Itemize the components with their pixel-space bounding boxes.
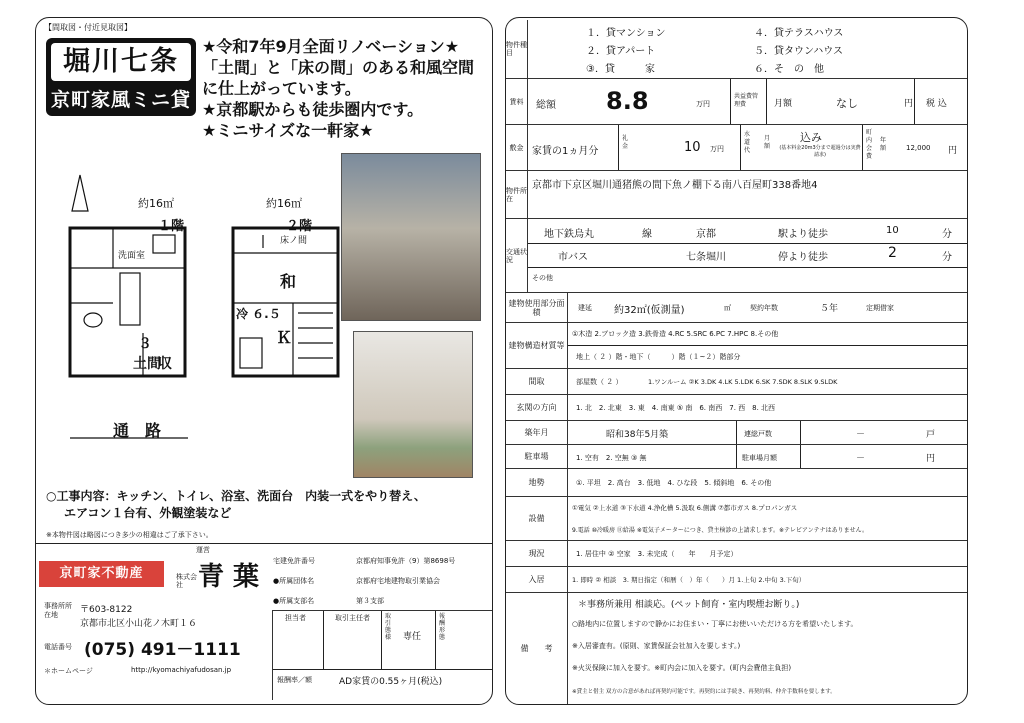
built-label: 築年月 [506, 421, 568, 444]
structure-label: 建物構造材質等 [506, 323, 568, 368]
key-money-value: 10 [684, 140, 701, 155]
license-value: 京都府知事免許（9）第8698号 [356, 557, 456, 565]
washroom-label: 洗面室 [118, 251, 146, 261]
status-label: 現況 [506, 541, 568, 566]
parking-label: 駐車場 [506, 445, 568, 468]
note-3: ※入居審査有。(原則、家賃保証会社加入を要します。) [572, 642, 741, 650]
branch-value: 第３支部 [356, 597, 384, 605]
town-fee-label: 町内会費 [866, 129, 873, 160]
move-in-options: 1. 即時 ② 相談 3. 期日指定（和暦（ ）年（ ）月 1.上旬 2.中旬 3.下旬） [572, 576, 806, 584]
plan-note: ※本物件図は略図につき多少の相違はご了承下さい。 [46, 531, 213, 539]
row-built [506, 420, 967, 444]
floor2-label: ２階 [286, 219, 313, 234]
row-structure [506, 322, 967, 368]
property-address: 京都市下京区堀川通猪熊の間下魚ノ棚下る南八百屋町338番地4 [532, 180, 818, 191]
row-layout [506, 368, 967, 394]
type-1: １．貸マンション [586, 28, 666, 39]
rooms-count: 部屋数（ ２ ） [576, 378, 623, 386]
type-5: ５．貸タウンハウス [754, 46, 843, 57]
homepage-label: ＊ホームページ [44, 667, 93, 675]
headline-3: に仕上がっています。 [202, 79, 361, 98]
license-label: 宅建免許番号 [273, 557, 315, 565]
floor-plan [58, 173, 348, 453]
company-address: 京都市北区小山花ノ木町１６ [80, 619, 198, 629]
type-2: ２．貸アパート [586, 46, 656, 57]
contract-years: ５年 [820, 304, 839, 314]
minutes1-unit: 分 [942, 229, 952, 240]
row-terrain [506, 468, 967, 496]
zip-code: 〒603-8122 [80, 605, 133, 615]
units-unit: 戸 [926, 430, 936, 440]
fee-rate-label: 報酬率／額 [277, 676, 312, 684]
line1-name: 地下鉄烏丸 [544, 229, 594, 240]
flyer-left-panel [35, 17, 493, 705]
row-deposit [506, 124, 967, 170]
water-label: 水道代 [744, 131, 751, 154]
north-arrow-icon [72, 175, 88, 211]
row-rent [506, 78, 967, 124]
town-fee-value: 12,000 [906, 144, 931, 152]
location-label: 物件所在 [506, 171, 528, 218]
headline-2: 「土間」と「床の間」のある和風空間 [202, 58, 475, 77]
status-options: 1. 居住中 ② 空家 3. 未完成（ 年 月予定） [576, 550, 738, 558]
water-monthly: 月額 [764, 135, 771, 150]
rent-unit: 万円 [696, 100, 710, 108]
layout-label: 間取 [506, 369, 568, 394]
company-name: 青 葉 [198, 562, 260, 592]
rent-label: 賃料 [506, 79, 528, 124]
row-address [506, 170, 967, 218]
row-notes [506, 592, 967, 704]
parking-fee-label: 駐車場月額 [742, 454, 777, 462]
association-value: 京都府宅地建物取引業協会 [356, 577, 440, 585]
deal-value: 専任 [403, 632, 422, 642]
brand-bar: 京町家不動産 [39, 561, 164, 587]
exterior-photo [341, 153, 481, 321]
tokonoma-label: 床ノ間 [280, 236, 308, 246]
equipment-line-2: 9.電話 ⑩冷暖房 ⑪給湯 ※電気子メーターにつき、貸主検診の上請求します。※テレビアンテナはありません。 [572, 527, 869, 534]
headline-1: ★令和7年9月全面リノベーション★ [202, 37, 460, 56]
structure-options: ①木造 2.ブロック造 3.鉄骨造 4.RC 5.SRC 6.PC 7.HPC 8.その他 [572, 330, 779, 338]
rent-value: 8.8 [606, 87, 649, 115]
equipment-line-1: ①電気 ②上水道 ③下水道 4.浄化槽 5.汲取 6.側溝 ⑦都市ガス 8.プロパンガス [572, 504, 798, 512]
type-3: ③．貸 家 [586, 64, 655, 75]
move-in-label: 入居 [506, 567, 568, 592]
notes-label: 備 考 [506, 593, 568, 704]
interior-photo [353, 331, 473, 478]
row-type [506, 20, 967, 78]
fee-label: 報酬形態 [439, 613, 446, 641]
storage-label: 収 [158, 356, 172, 372]
street-label: 通 路 [113, 421, 162, 440]
contract-label: 契約年数 [750, 304, 778, 312]
washitsu-label: 和 [280, 272, 297, 291]
deposit-value: 家賃の1ヵ月分 [532, 146, 599, 157]
line1-suffix: 線 [642, 229, 652, 240]
property-title: 堀川七条 [51, 43, 191, 81]
floors: 地上（ ２ ）階・地下（ ）階（１~２）階部分 [576, 353, 741, 361]
tax-label: 税 込 [926, 99, 947, 109]
deal-label: 取引態様 [385, 613, 392, 641]
floor2-area: 約16㎡ [266, 197, 302, 210]
area-value: 約32㎡(仮測量) [614, 305, 685, 316]
type-6: ６．そ の 他 [754, 64, 824, 75]
note-2: ○路地内に位置しますので静かにお住まい・丁寧にお使いいただける方を希望いたします。 [572, 620, 858, 628]
row-area [506, 292, 967, 322]
agent-table [272, 610, 492, 700]
operator-label: 運営 [196, 546, 210, 554]
homepage-url[interactable]: http://kyomachiyafudosan.jp [131, 666, 232, 674]
parking-fee-yen: 円 [926, 454, 936, 464]
agent-label: 取引主任者 [335, 614, 370, 622]
doma-number: ３ [138, 336, 152, 352]
floor1-area: 約16㎡ [138, 197, 174, 210]
note-4: ※火災保険に加入を要す。※町内会に加入を要す。(町内会費借主負担) [572, 664, 792, 672]
note-1: ＊事務所兼用 相談応。(ペット飼育・室内喫煙お断り。) [578, 600, 800, 610]
type-label: 物件種目 [506, 20, 528, 78]
type-4: ４．貸テラスハウス [754, 28, 844, 39]
direction-label: 玄関の方向 [506, 395, 568, 420]
units-value: － [856, 430, 866, 440]
kitchen-size: 冷 ６.５ [236, 307, 281, 321]
town-fee-yen: 円 [948, 146, 958, 156]
fee-rate-value: AD家賃の0.55ヶ月(税込) [339, 677, 443, 687]
property-subtitle: 京町家風ミニ貸家 [50, 89, 191, 138]
total-label: 総額 [536, 100, 556, 111]
mgmt-label: 共益費管理費 [734, 93, 759, 108]
water-note: (基本料金20m3分まで超過分は実費請求) [779, 145, 861, 158]
walk2: 停より徒歩 [778, 252, 828, 263]
station1: 京都 [696, 229, 716, 240]
units-label: 連総戸数 [744, 430, 772, 438]
map-badge: 【間取図・付近見取図】 [44, 23, 132, 32]
traffic-label: 交通状況 [506, 219, 528, 292]
contract-type: 定期借家 [866, 304, 894, 312]
row-direction [506, 394, 967, 420]
parking-fee-value: － [856, 454, 866, 464]
mgmt-value: なし [836, 97, 858, 110]
traffic-other: その他 [532, 274, 553, 282]
minutes2-unit: 分 [942, 252, 952, 263]
works-line-2: エアコン１台有、外観塗装など [64, 506, 232, 520]
spec-table-panel [505, 17, 968, 705]
area-label: 建物使用部分面積 [506, 293, 568, 322]
terrain-label: 地勢 [506, 469, 568, 496]
row-parking [506, 444, 967, 468]
kitchen-label: Ｋ [276, 328, 293, 347]
minutes2: 2 [888, 245, 897, 261]
tel-label: 電話番号 [44, 643, 72, 651]
deposit-label: 敷金 [506, 125, 528, 170]
row-move-in [506, 566, 967, 592]
headline-4: ★京都駅からも徒歩圏内です。 [202, 100, 424, 119]
built-value: 昭和38年5月築 [606, 430, 669, 440]
title-box [46, 38, 196, 138]
association-label: ●所属団体名 [273, 577, 315, 585]
branch-label: ●所属支部名 [273, 597, 315, 605]
direction-options: 1. 北 2. 北東 3. 東 4. 南東 ⑤ 南 6. 南西 7. 西 8. 北西 [576, 404, 776, 412]
works-line-1: ○工事内容：キッチン、トイレ、浴室、洗面台 内装一式をやり替え、 [46, 489, 426, 503]
line2-name: 市バス [558, 252, 588, 263]
mgmt-yen: 円 [904, 99, 914, 109]
parking-options: 1. 空有 2. 空無 ③ 無 [576, 454, 647, 462]
row-status [506, 540, 967, 566]
doma-label: 土間 [133, 356, 161, 372]
layout-options: 1.ワンルーム ②K 3.DK 4.LK 5.LDK 6.SK 7.SDK 8.SLK 9.SLDK [648, 378, 838, 386]
area-unit: ㎡ [724, 304, 731, 312]
equipment-label: 設備 [506, 497, 568, 540]
minutes1: 10 [886, 225, 899, 236]
key-money-label: 礼金 [622, 135, 629, 150]
floor1-label: １階 [158, 219, 185, 234]
headline-5: ★ミニサイズな一軒家★ [202, 121, 374, 140]
corp-label: 株式会社 [176, 573, 197, 589]
area-kind: 建延 [578, 304, 592, 312]
staff-label: 担当者 [285, 614, 306, 622]
water-value: 込み [800, 131, 822, 144]
walk1: 駅より徒歩 [778, 229, 828, 240]
key-money-unit: 万円 [710, 145, 724, 153]
note-5: ※貸主と借主 双方の合意があれば再契約可能です。再契約には手続き、再契約料、仲介手数料を要します。 [572, 689, 836, 695]
row-equipment [506, 496, 967, 540]
mgmt-monthly: 月額 [774, 99, 793, 109]
row-traffic [506, 218, 967, 292]
town-year-label: 年額 [880, 137, 887, 152]
station2: 七条堀川 [686, 252, 726, 263]
address-label: 事務所所在地 [44, 602, 72, 619]
company-tel: (075) 491－1111 [84, 640, 241, 660]
terrain-options: ①. 平坦 2. 高台 3. 低地 4. ひな段 5. 傾斜地 6. その他 [576, 479, 772, 487]
